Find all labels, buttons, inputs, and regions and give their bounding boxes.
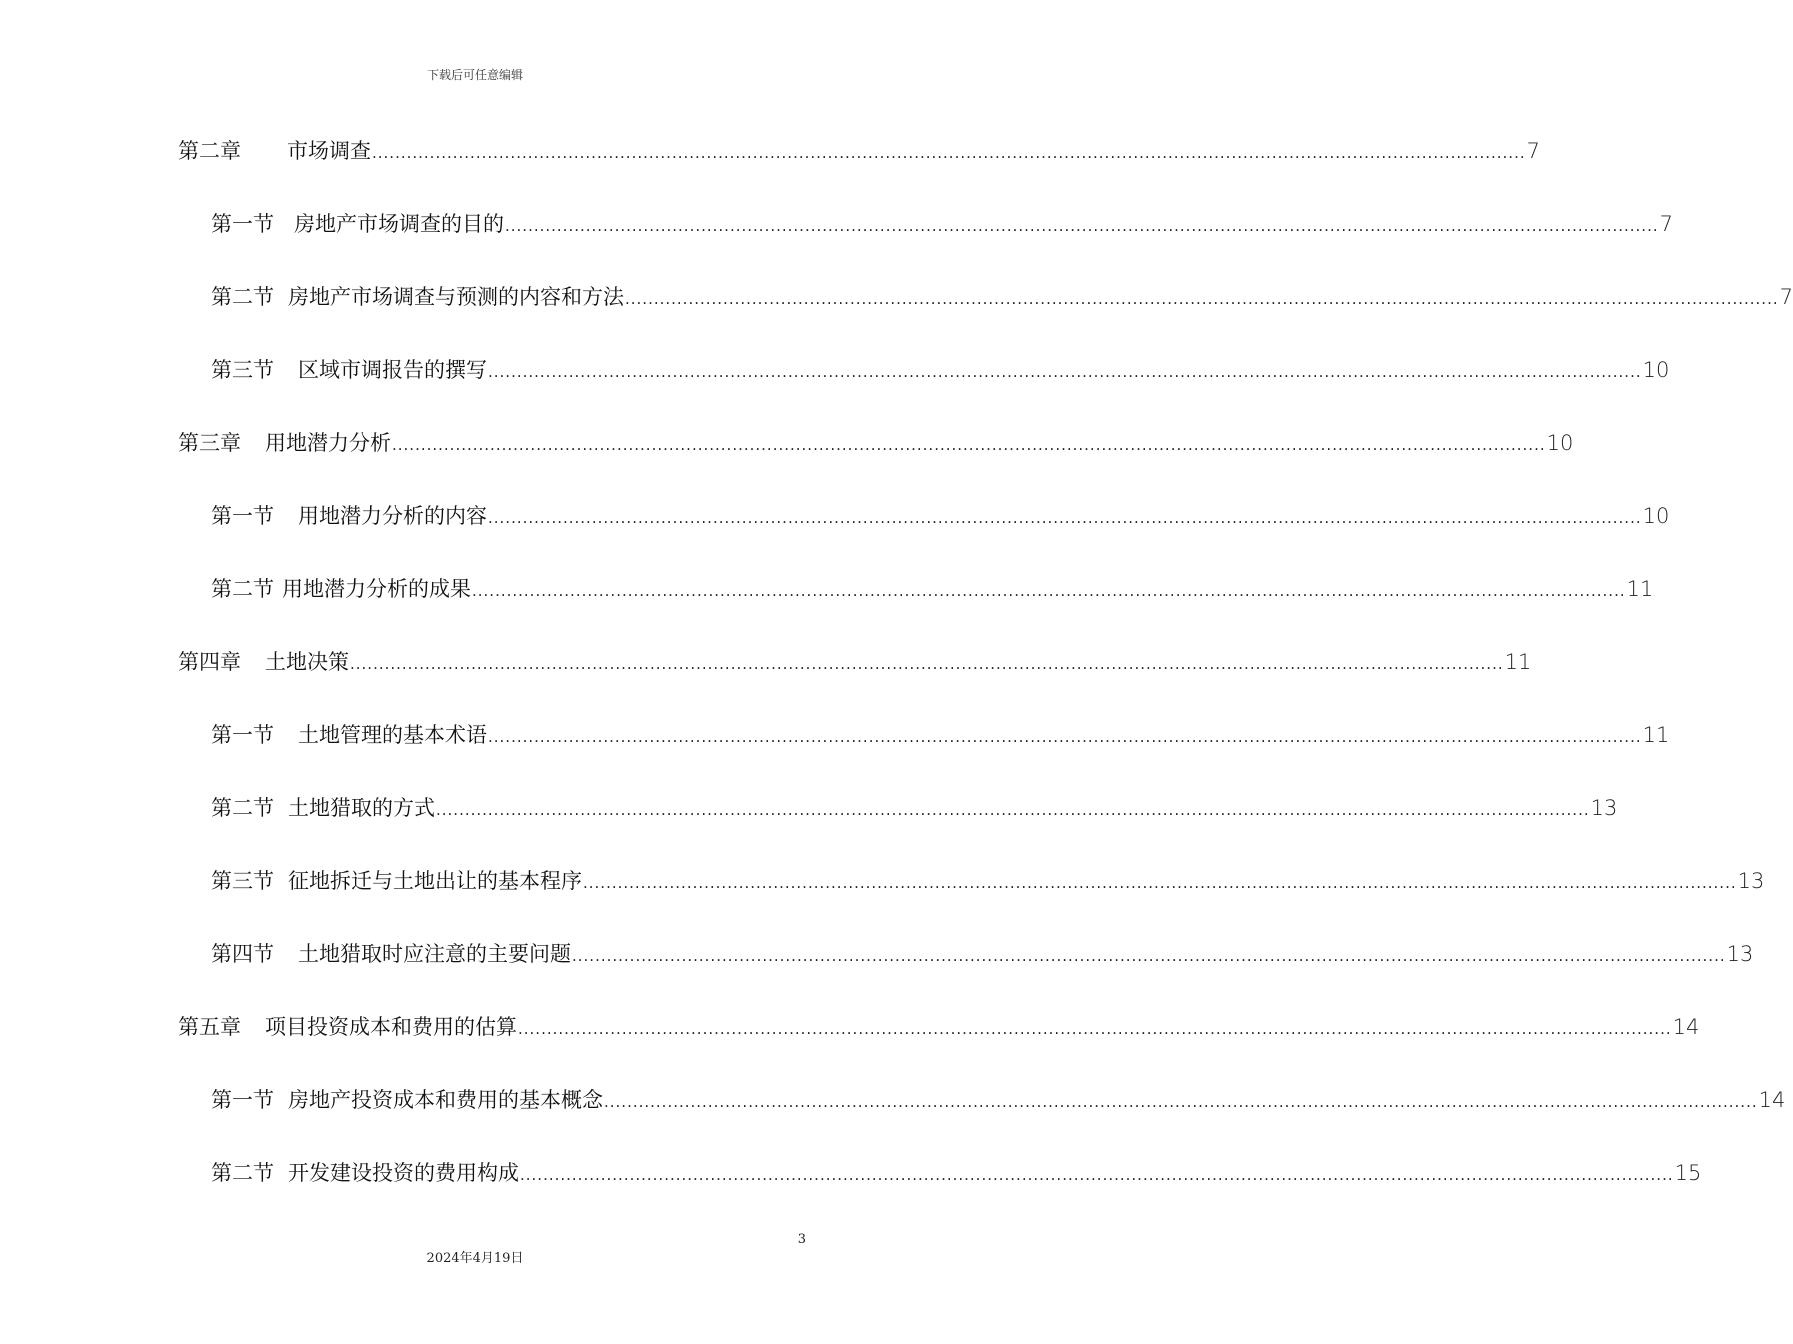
toc-dot-leader: ........................................................................................................................................................................................................ (392, 436, 1546, 454)
toc-entry-title: 房地产市场调查与预测的内容和方法 (288, 285, 624, 309)
toc-dot-leader: ........................................................................................................................................................................................................ (488, 728, 1642, 746)
toc-entry-title: 房地产市场调查的目的 (294, 212, 504, 236)
toc-section-entry[interactable] (211, 350, 1670, 390)
toc-entry-page: 14 (1672, 1015, 1700, 1039)
toc-dot-leader: ........................................................................................................................................................................................................ (572, 947, 1726, 965)
toc-entry-page: 11 (1626, 577, 1654, 601)
toc-dot-leader: ........................................................................................................................................................................................................ (505, 217, 1659, 235)
toc-section-entry[interactable] (211, 277, 1793, 317)
toc-entry-title: 土地决策 (265, 650, 349, 674)
toc-dot-leader: ........................................................................................................................................................................................................ (488, 363, 1642, 381)
toc-dot-leader: ........................................................................................................................................................................................................ (625, 290, 1779, 308)
toc-dot-leader: ........................................................................................................................................................................................................ (604, 1093, 1758, 1111)
toc-entry-page: 15 (1674, 1161, 1702, 1185)
toc-entry-label: 第三节 (211, 869, 274, 893)
toc-entry-page: 10 (1642, 504, 1670, 528)
toc-entry-title: 开发建设投资的费用构成 (288, 1161, 519, 1185)
toc-entry-title: 区域市调报告的撰写 (298, 358, 487, 382)
toc-entry-page: 13 (1737, 869, 1765, 893)
toc-entry-page: 7 (1526, 139, 1540, 163)
toc-entry-title: 市场调查 (287, 139, 371, 163)
toc-entry-label: 第二节 (211, 285, 274, 309)
toc-dot-leader: ........................................................................................................................................................................................................ (583, 874, 1737, 892)
toc-chapter-entry[interactable] (178, 1007, 1700, 1047)
toc-dot-leader: ........................................................................................................................................................................................................ (372, 144, 1526, 162)
toc-dot-leader: ........................................................................................................................................................................................................ (436, 801, 1590, 819)
toc-entry-title: 房地产投资成本和费用的基本概念 (288, 1088, 603, 1112)
toc-dot-leader: ........................................................................................................................................................................................................ (350, 655, 1504, 673)
toc-entry-page: 11 (1504, 650, 1532, 674)
toc-entry-page: 7 (1779, 285, 1793, 309)
footer-date: 2024年4月19日 (426, 1251, 524, 1266)
toc-entry-page: 10 (1546, 431, 1574, 455)
toc-section-entry[interactable] (211, 1080, 1786, 1120)
toc-entry-label: 第四节 (211, 942, 274, 966)
header-note: 下载后可任意编辑 (426, 68, 523, 82)
toc-entry-label: 第一节 (211, 504, 274, 528)
toc-entry-page: 14 (1758, 1088, 1786, 1112)
toc-section-entry[interactable] (211, 788, 1618, 828)
toc-entry-title: 用地潜力分析的成果 (282, 577, 471, 601)
page-number: 3 (797, 1232, 806, 1247)
toc-entry-title: 用地潜力分析的内容 (298, 504, 487, 528)
toc-entry-label: 第二节 (211, 577, 274, 601)
toc-entry-label: 第二节 (211, 1161, 274, 1185)
toc-dot-leader: ........................................................................................................................................................................................................ (488, 509, 1642, 527)
toc-entry-page: 13 (1726, 942, 1754, 966)
toc-dot-leader: ........................................................................................................................................................................................................ (472, 582, 1626, 600)
toc-dot-leader: ........................................................................................................................................................................................................ (518, 1020, 1672, 1038)
toc-entry-label: 第二节 (211, 796, 274, 820)
toc-entry-title: 土地猎取的方式 (288, 796, 435, 820)
toc-entry-title: 用地潜力分析 (265, 431, 391, 455)
toc-entry-label: 第三节 (211, 358, 274, 382)
toc-entry-label: 第一节 (211, 212, 274, 236)
toc-entry-title: 项目投资成本和费用的估算 (265, 1015, 517, 1039)
toc-section-entry[interactable] (211, 496, 1670, 536)
toc-section-entry[interactable] (211, 204, 1673, 244)
toc-entry-title: 土地管理的基本术语 (298, 723, 487, 747)
toc-section-entry[interactable] (211, 715, 1670, 755)
toc-entry-label: 第二章 (178, 139, 241, 163)
toc-entry-page: 10 (1642, 358, 1670, 382)
toc-section-entry[interactable] (211, 569, 1654, 609)
toc-entry-label: 第四章 (178, 650, 241, 674)
toc-entry-title: 土地猎取时应注意的主要问题 (298, 942, 571, 966)
toc-entry-page: 13 (1590, 796, 1618, 820)
toc-chapter-entry[interactable] (178, 642, 1532, 682)
toc-entry-page: 11 (1642, 723, 1670, 747)
toc-section-entry[interactable] (211, 1153, 1702, 1193)
toc-entry-label: 第一节 (211, 1088, 274, 1112)
toc-entry-label: 第一节 (211, 723, 274, 747)
toc-section-entry[interactable] (211, 861, 1765, 901)
toc-entry-label: 第三章 (178, 431, 241, 455)
toc-entry-page: 7 (1659, 212, 1673, 236)
toc-chapter-entry[interactable] (178, 423, 1574, 463)
toc-entry-title: 征地拆迁与土地出让的基本程序 (288, 869, 582, 893)
toc-entry-label: 第五章 (178, 1015, 241, 1039)
toc-dot-leader: ........................................................................................................................................................................................................ (520, 1166, 1674, 1184)
toc-chapter-entry[interactable] (178, 131, 1540, 171)
toc-section-entry[interactable] (211, 934, 1754, 974)
